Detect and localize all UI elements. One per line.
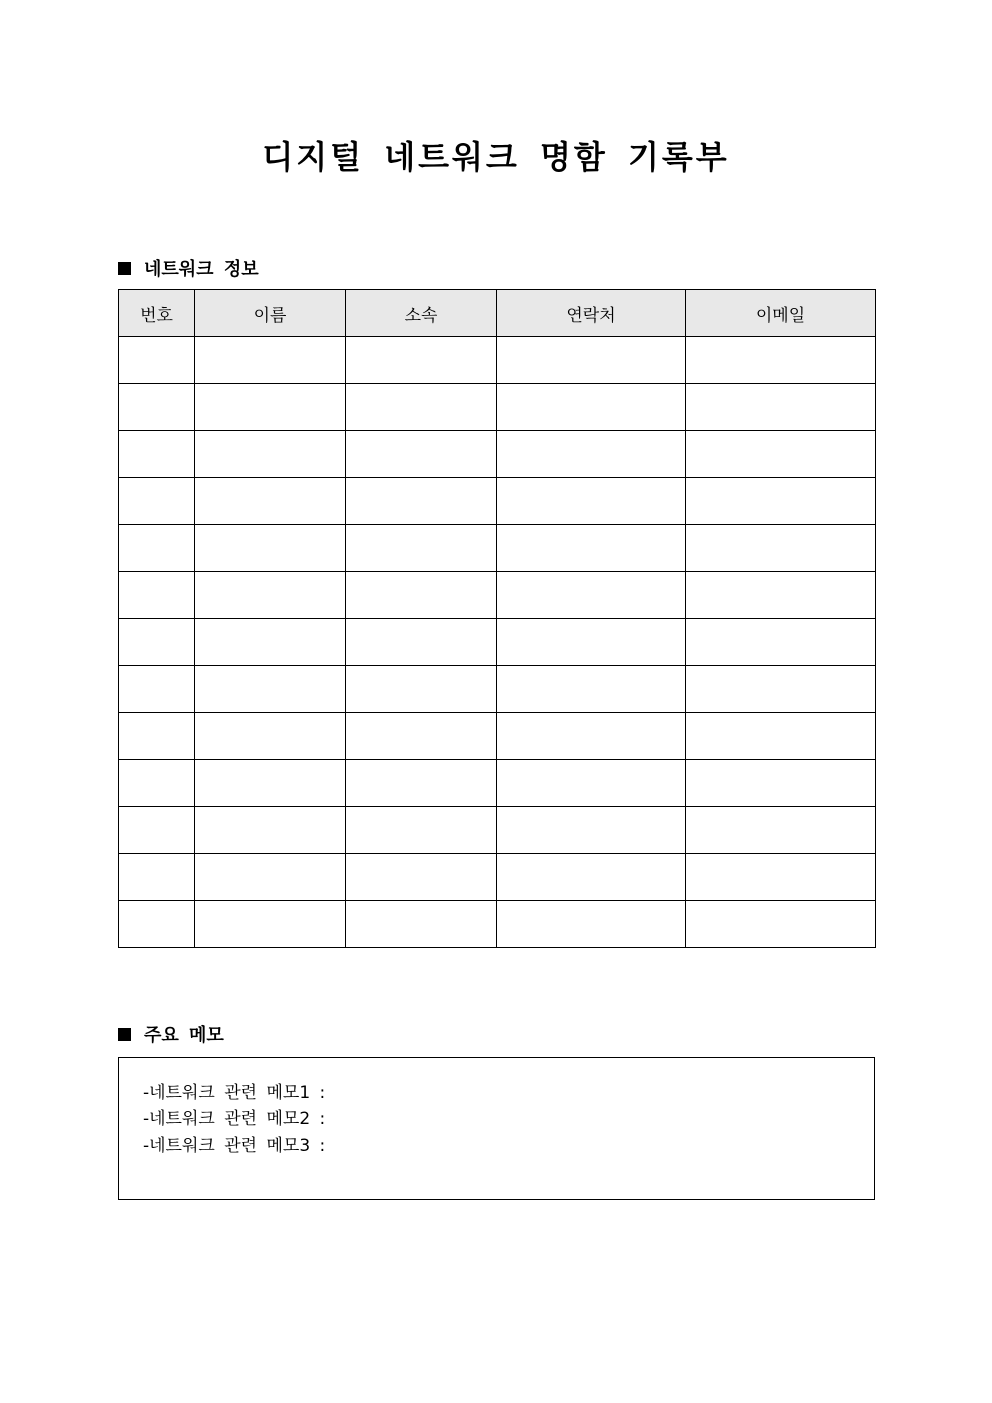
table-cell[interactable] — [346, 666, 497, 713]
column-header-number: 번호 — [119, 290, 195, 337]
table-cell[interactable] — [497, 337, 686, 384]
table-cell[interactable] — [497, 854, 686, 901]
table-cell[interactable] — [195, 478, 346, 525]
table-cell[interactable] — [119, 760, 195, 807]
table-cell[interactable] — [686, 666, 876, 713]
table-cell[interactable] — [119, 901, 195, 948]
memo-section-label: 주요 메모 — [144, 1025, 224, 1046]
table-cell[interactable] — [686, 619, 876, 666]
square-bullet-icon — [118, 1028, 131, 1041]
table-cell[interactable] — [195, 525, 346, 572]
table-cell[interactable] — [686, 807, 876, 854]
table-cell[interactable] — [686, 901, 876, 948]
table-cell[interactable] — [686, 760, 876, 807]
table-cell[interactable] — [497, 431, 686, 478]
table-cell[interactable] — [346, 384, 497, 431]
table-header-row — [119, 290, 876, 337]
table-cell[interactable] — [119, 431, 195, 478]
memo-line: -네트워크 관련 메모1 : — [143, 1083, 326, 1103]
table-cell[interactable] — [119, 384, 195, 431]
table-cell[interactable] — [195, 760, 346, 807]
table-cell[interactable] — [119, 478, 195, 525]
table-cell[interactable] — [346, 854, 497, 901]
table-cell[interactable] — [346, 619, 497, 666]
table-cell[interactable] — [195, 854, 346, 901]
table-cell[interactable] — [346, 478, 497, 525]
table-row — [119, 901, 876, 948]
memo-box[interactable] — [118, 1057, 875, 1200]
table-row — [119, 572, 876, 619]
table-cell[interactable] — [119, 854, 195, 901]
table-cell[interactable] — [346, 760, 497, 807]
table-row — [119, 431, 876, 478]
table-cell[interactable] — [497, 760, 686, 807]
table-row — [119, 760, 876, 807]
table-cell[interactable] — [497, 807, 686, 854]
table-cell[interactable] — [686, 478, 876, 525]
column-header-contact: 연락처 — [497, 290, 686, 337]
table-cell[interactable] — [346, 572, 497, 619]
memo-section-heading — [118, 1021, 224, 1047]
table-cell[interactable] — [195, 572, 346, 619]
table-cell[interactable] — [195, 807, 346, 854]
table-cell[interactable] — [119, 619, 195, 666]
table-cell[interactable] — [195, 619, 346, 666]
table-cell[interactable] — [119, 713, 195, 760]
memo-line: -네트워크 관련 메모2 : — [143, 1109, 326, 1129]
network-table — [118, 289, 876, 948]
table-row — [119, 619, 876, 666]
table-cell[interactable] — [119, 807, 195, 854]
table-cell[interactable] — [346, 901, 497, 948]
table-cell[interactable] — [195, 713, 346, 760]
table-cell[interactable] — [119, 525, 195, 572]
table-row — [119, 478, 876, 525]
table-cell[interactable] — [497, 619, 686, 666]
column-header-name: 이름 — [195, 290, 346, 337]
table-cell[interactable] — [686, 337, 876, 384]
table-cell[interactable] — [686, 572, 876, 619]
table-cell[interactable] — [119, 666, 195, 713]
table-cell[interactable] — [497, 478, 686, 525]
table-row — [119, 713, 876, 760]
table-cell[interactable] — [497, 384, 686, 431]
table-row — [119, 854, 876, 901]
table-cell[interactable] — [686, 431, 876, 478]
table-cell[interactable] — [119, 572, 195, 619]
table-cell[interactable] — [195, 431, 346, 478]
table-cell[interactable] — [497, 713, 686, 760]
table-cell[interactable] — [686, 854, 876, 901]
table-cell[interactable] — [346, 713, 497, 760]
network-section-label: 네트워크 정보 — [144, 259, 259, 280]
table-cell[interactable] — [686, 713, 876, 760]
table-cell[interactable] — [686, 525, 876, 572]
network-section-heading — [118, 255, 259, 281]
memo-line: -네트워크 관련 메모3 : — [143, 1136, 326, 1156]
table-cell[interactable] — [346, 337, 497, 384]
table-row — [119, 337, 876, 384]
table-row — [119, 525, 876, 572]
table-cell[interactable] — [497, 901, 686, 948]
table-cell[interactable] — [686, 384, 876, 431]
table-row — [119, 384, 876, 431]
table-cell[interactable] — [497, 525, 686, 572]
table-cell[interactable] — [195, 384, 346, 431]
table-row — [119, 666, 876, 713]
table-cell[interactable] — [497, 666, 686, 713]
column-header-email: 이메일 — [686, 290, 876, 337]
page-title: 디지털 네트워크 명함 기록부 — [262, 138, 730, 176]
column-header-affiliation: 소속 — [346, 290, 497, 337]
table-cell[interactable] — [346, 525, 497, 572]
table-cell[interactable] — [195, 337, 346, 384]
table-cell[interactable] — [346, 431, 497, 478]
table-cell[interactable] — [346, 807, 497, 854]
table-cell[interactable] — [195, 901, 346, 948]
table-cell[interactable] — [195, 666, 346, 713]
square-bullet-icon — [118, 262, 131, 275]
table-row — [119, 807, 876, 854]
table-cell[interactable] — [497, 572, 686, 619]
table-cell[interactable] — [119, 337, 195, 384]
